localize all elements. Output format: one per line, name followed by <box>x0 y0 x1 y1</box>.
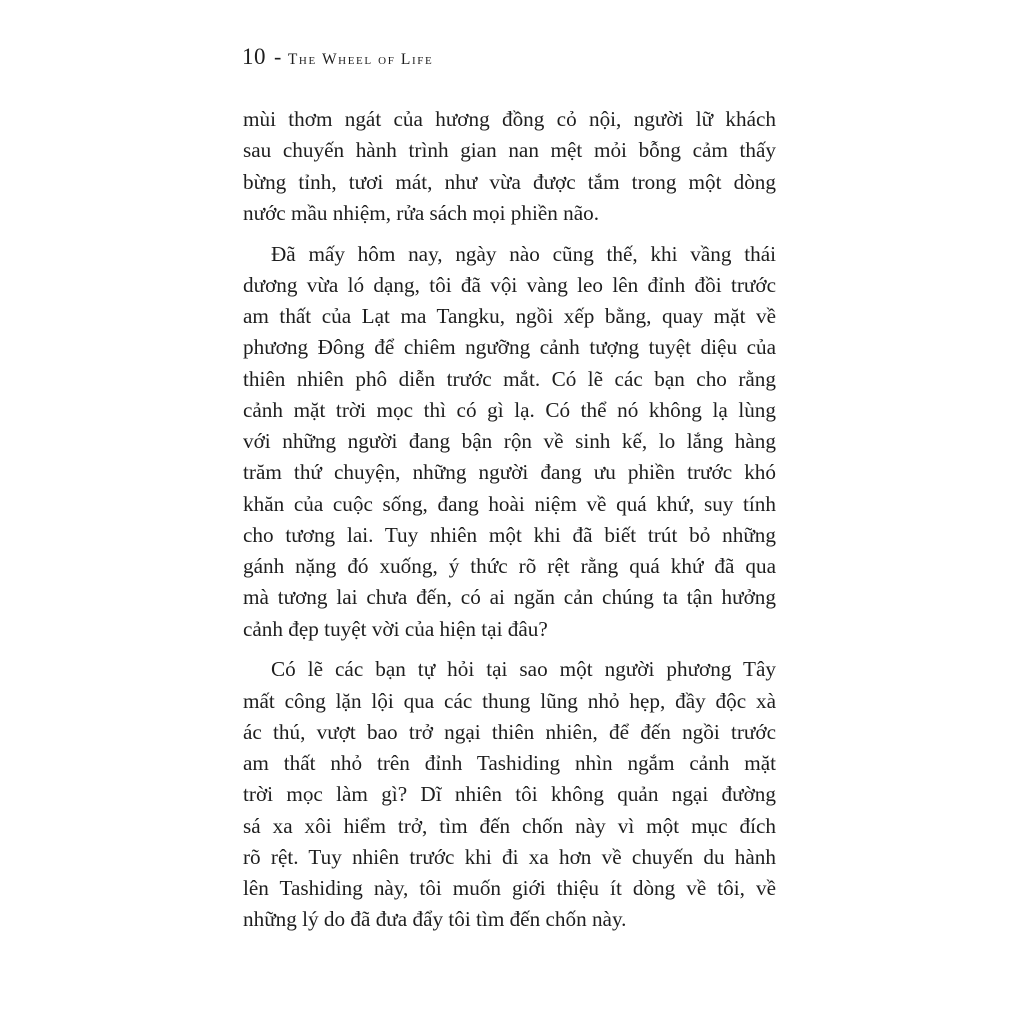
text-line: trời mọc làm gì? Dĩ nhiên tôi không quản ngại đường <box>243 782 776 807</box>
text-line: am thất của Lạt ma Tangku, ngồi xếp bằng, quay mặt về <box>243 304 776 328</box>
text-line: cảnh mặt trời mọc thì có gì lạ. Có thể nó không lạ lùng <box>243 397 776 422</box>
text-line: rõ rệt. Tuy nhiên trước khi đi xa hơn về chuyến du hành <box>243 844 776 869</box>
text-line: phương Đông để chiêm ngưỡng cảnh tượng tuyệt diệu của <box>243 335 776 360</box>
text-line: sá xa xôi hiểm trở, tìm đến chốn này vì một mục đích <box>243 813 776 838</box>
text-line: cho tương lai. Tuy nhiên một khi đã biết trút bỏ những <box>243 522 776 547</box>
text-line: dương vừa ló dạng, tôi đã vội vàng leo lên đỉnh đồi trước <box>243 272 776 297</box>
text-line: mà tương lai chưa đến, có ai ngăn cản chúng ta tận hưởng <box>243 585 776 610</box>
text-line: trăm thứ chuyện, những người đang ưu phiền trước khó <box>243 460 776 485</box>
text-line: mùi thơm ngát của hương đồng cỏ nội, người lữ khách <box>243 107 776 131</box>
text-line: Có lẽ các bạn tự hỏi tại sao một người phương Tây <box>271 657 776 682</box>
text-line: sau chuyến hành trình gian nan mệt mỏi bỗng cảm thấy <box>243 138 776 163</box>
page-number: 10 <box>242 44 266 69</box>
text-line: ác thú, vượt bao trở ngại thiên nhiên, để đến ngồi trước <box>243 719 776 744</box>
text-line: cảnh đẹp tuyệt vời của hiện tại đâu? <box>243 616 548 641</box>
running-header <box>242 44 433 70</box>
text-line: bừng tỉnh, tươi mát, như vừa được tắm trong một dòng <box>243 169 776 194</box>
header-separator: - <box>274 44 282 69</box>
text-line: khăn của cuộc sống, đang hoài niệm về quá khứ, suy tính <box>243 491 776 516</box>
paragraph <box>243 104 776 229</box>
text-line: thiên nhiên phô diễn trước mắt. Có lẽ các bạn cho rằng <box>243 366 776 391</box>
text-line: nước mầu nhiệm, rửa sách mọi phiền não. <box>243 200 600 225</box>
text-line: với những người đang bận rộn về sinh kế, lo lắng hàng <box>243 429 776 453</box>
paragraph <box>243 654 776 935</box>
text-line: mất công lặn lội qua các thung lũng nhỏ hẹp, đầy độc xà <box>243 688 776 713</box>
text-line: Đã mấy hôm nay, ngày nào cũng thế, khi vầng thái <box>271 241 776 266</box>
page-body <box>243 104 776 945</box>
paragraph <box>243 239 776 645</box>
text-line: những lý do đã đưa đẩy tôi tìm đến chốn này. <box>243 907 627 932</box>
text-line: lên Tashiding này, tôi muốn giới thiệu ít dòng về tôi, về <box>243 876 776 900</box>
running-title: The Wheel of Life <box>287 51 434 68</box>
text-line: gánh nặng đó xuống, ý thức rõ rệt rằng quá khứ đã qua <box>243 554 776 578</box>
text-line: am thất nhỏ trên đỉnh Tashiding nhìn ngắm cảnh mặt <box>243 751 776 775</box>
